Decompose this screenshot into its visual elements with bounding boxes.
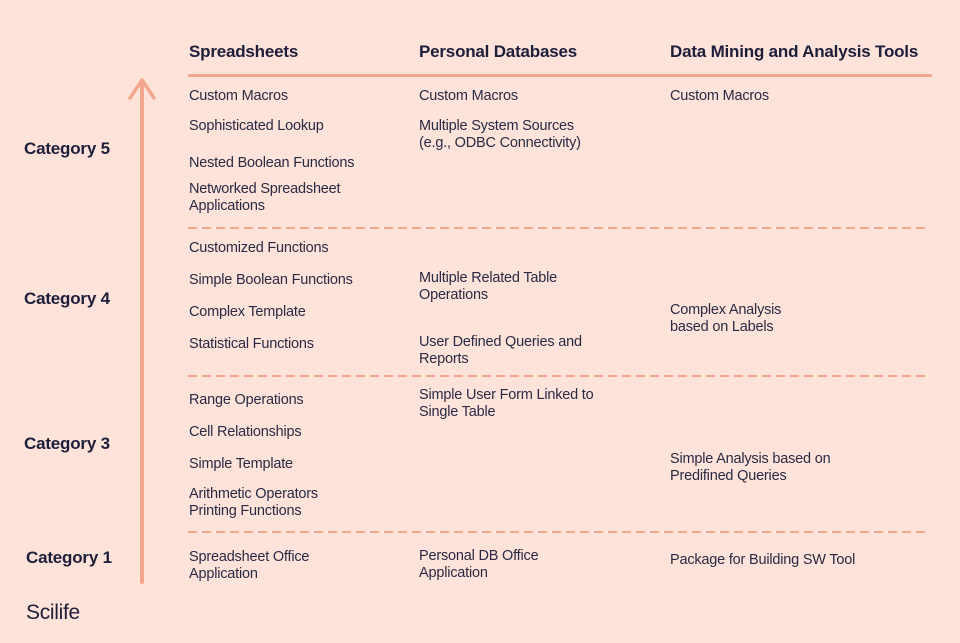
- cell-item: Spreadsheet Office Application: [189, 549, 310, 582]
- cell-item: Simple Boolean Functions: [189, 272, 353, 288]
- cell-item: Custom Macros: [419, 88, 518, 104]
- cell-item: Personal DB Office Application: [419, 548, 539, 581]
- category-3-label: Category 3: [24, 434, 110, 453]
- cell-item: Simple Template: [189, 456, 293, 472]
- cell-item: Arithmetic Operators Printing Functions: [189, 486, 318, 519]
- cell-item: Statistical Functions: [189, 336, 314, 352]
- cell-item: User Defined Queries and Reports: [419, 334, 582, 367]
- cell-item: Custom Macros: [189, 88, 288, 104]
- arrow-up-icon: [140, 80, 144, 584]
- header-divider: [188, 74, 932, 77]
- column-header-personal-databases: Personal Databases: [419, 42, 577, 61]
- cell-item: Simple Analysis based on Predifined Queries: [670, 451, 831, 484]
- cell-item: Custom Macros: [670, 88, 769, 104]
- cell-item: Complex Analysis based on Labels: [670, 302, 782, 335]
- cell-item: Simple User Form Linked to Single Table: [419, 387, 594, 420]
- row-divider: [188, 531, 930, 533]
- cell-item: Package for Building SW Tool: [670, 552, 856, 568]
- cell-item: Range Operations: [189, 392, 304, 408]
- row-divider: [188, 227, 930, 229]
- row-divider: [188, 375, 930, 377]
- brand-logo: Scilife: [26, 601, 80, 624]
- cell-item: Multiple Related Table Operations: [419, 270, 558, 303]
- cell-item: Multiple System Sources (e.g., ODBC Connectivity): [419, 118, 581, 151]
- column-header-data-mining: Data Mining and Analysis Tools: [670, 42, 919, 61]
- cell-item: Customized Functions: [189, 240, 329, 256]
- category-1-label: Category 1: [26, 548, 112, 567]
- cell-item: Cell Relationships: [189, 424, 302, 440]
- cell-item: Nested Boolean Functions: [189, 155, 355, 171]
- arrowhead-icon: [128, 76, 156, 102]
- cell-item: Networked Spreadsheet Applications: [189, 181, 341, 214]
- cell-item: Sophisticated Lookup: [189, 118, 324, 134]
- category-4-label: Category 4: [24, 289, 110, 308]
- cell-item: Complex Template: [189, 304, 306, 320]
- category-5-label: Category 5: [24, 139, 110, 158]
- column-header-spreadsheets: Spreadsheets: [189, 42, 299, 61]
